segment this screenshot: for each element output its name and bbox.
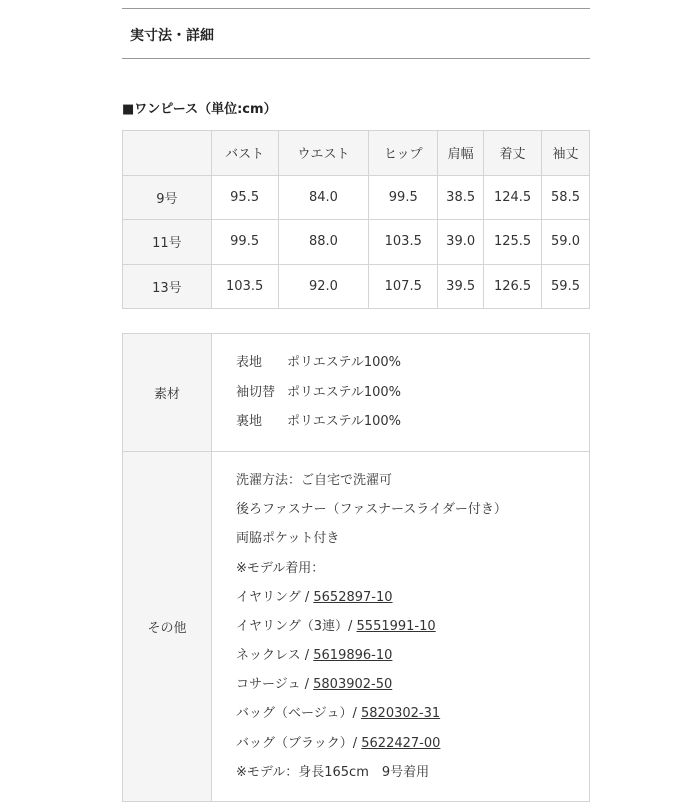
header-cell-waist: ウエスト — [278, 131, 369, 176]
material-value: ポリエステル100% — [287, 414, 401, 430]
other-row — [123, 452, 590, 802]
table-cell: 39.5 — [438, 264, 484, 309]
model-item-link[interactable]: 5652897-10 — [313, 589, 393, 605]
material-value: ポリエステル100% — [287, 384, 401, 400]
model-item — [236, 729, 589, 758]
table-cell: 124.5 — [484, 175, 542, 220]
table-cell: 59.5 — [542, 264, 590, 309]
table-cell: 59.0 — [542, 220, 590, 265]
model-item — [236, 641, 589, 670]
model-item-label: イヤリング / — [236, 589, 314, 605]
model-item-link[interactable]: 5551991-10 — [356, 618, 436, 634]
table-row — [123, 175, 590, 220]
table-cell: 88.0 — [278, 220, 369, 265]
care-text: 洗濯方法：ご自宅で洗濯可 — [236, 472, 393, 488]
material-label: 素材 — [123, 334, 212, 452]
other-content — [212, 452, 590, 802]
header-cell-length: 着丈 — [484, 131, 542, 176]
material-value: ポリエステル100% — [287, 355, 401, 371]
table-cell: 99.5 — [369, 175, 438, 220]
model-item-label: イヤリング（3連）/ — [236, 618, 357, 634]
model-item — [236, 670, 589, 699]
model-item-label: バッグ（ブラック）/ — [236, 735, 362, 751]
material-content — [212, 334, 590, 452]
table-cell: 38.5 — [438, 175, 484, 220]
table-cell: 58.5 — [542, 175, 590, 220]
zipper-text: 後ろファスナー（ファスナースライダー付き） — [236, 502, 507, 518]
material-part: 表地 — [236, 355, 263, 371]
material-line — [236, 348, 589, 378]
model-wearing-heading: ※モデル着用： — [236, 560, 325, 576]
model-item — [236, 612, 589, 641]
model-item — [236, 583, 589, 612]
size-label: 9号 — [123, 175, 212, 220]
model-item-link[interactable]: 5803902-50 — [313, 677, 393, 693]
size-table — [122, 130, 590, 309]
header-cell-blank — [123, 131, 212, 176]
header-cell-hip: ヒップ — [369, 131, 438, 176]
header-cell-sleeve: 袖丈 — [542, 131, 590, 176]
detail-table — [122, 333, 590, 802]
material-part: 裏地 — [236, 414, 263, 430]
table-cell: 107.5 — [369, 264, 438, 309]
table-cell: 84.0 — [278, 175, 369, 220]
material-line — [236, 407, 589, 437]
header-cell-shoulder: 肩幅 — [438, 131, 484, 176]
material-part: 袖切替 — [236, 384, 276, 400]
table-row — [123, 264, 590, 309]
table-cell: 103.5 — [369, 220, 438, 265]
section-title: 実寸法・詳細 — [130, 28, 214, 44]
pocket-text: 両脇ポケット付き — [236, 531, 340, 547]
item-subtitle: ■ワンピース（単位:cm） — [122, 102, 277, 117]
table-cell: 92.0 — [278, 264, 369, 309]
size-table-header-row — [123, 131, 590, 176]
table-cell: 125.5 — [484, 220, 542, 265]
other-label: その他 — [123, 452, 212, 802]
header-cell-bust: バスト — [211, 131, 278, 176]
material-line — [236, 378, 589, 408]
table-cell: 103.5 — [211, 264, 278, 309]
model-note: ※モデル：身長165cm 9号着用 — [236, 764, 430, 780]
size-label: 11号 — [123, 220, 212, 265]
section-header — [122, 8, 590, 59]
size-label: 13号 — [123, 264, 212, 309]
model-item-link[interactable]: 5622427-00 — [361, 735, 441, 751]
table-cell: 126.5 — [484, 264, 542, 309]
model-item — [236, 699, 589, 728]
table-cell: 95.5 — [211, 175, 278, 220]
table-row — [123, 220, 590, 265]
model-item-label: ネックレス / — [236, 648, 314, 664]
material-row — [123, 334, 590, 452]
model-item-link[interactable]: 5820302-31 — [361, 706, 441, 722]
table-cell: 99.5 — [211, 220, 278, 265]
model-item-link[interactable]: 5619896-10 — [313, 648, 393, 664]
model-item-label: コサージュ / — [236, 677, 314, 693]
table-cell: 39.0 — [438, 220, 484, 265]
model-item-label: バッグ（ベージュ）/ — [236, 706, 361, 722]
